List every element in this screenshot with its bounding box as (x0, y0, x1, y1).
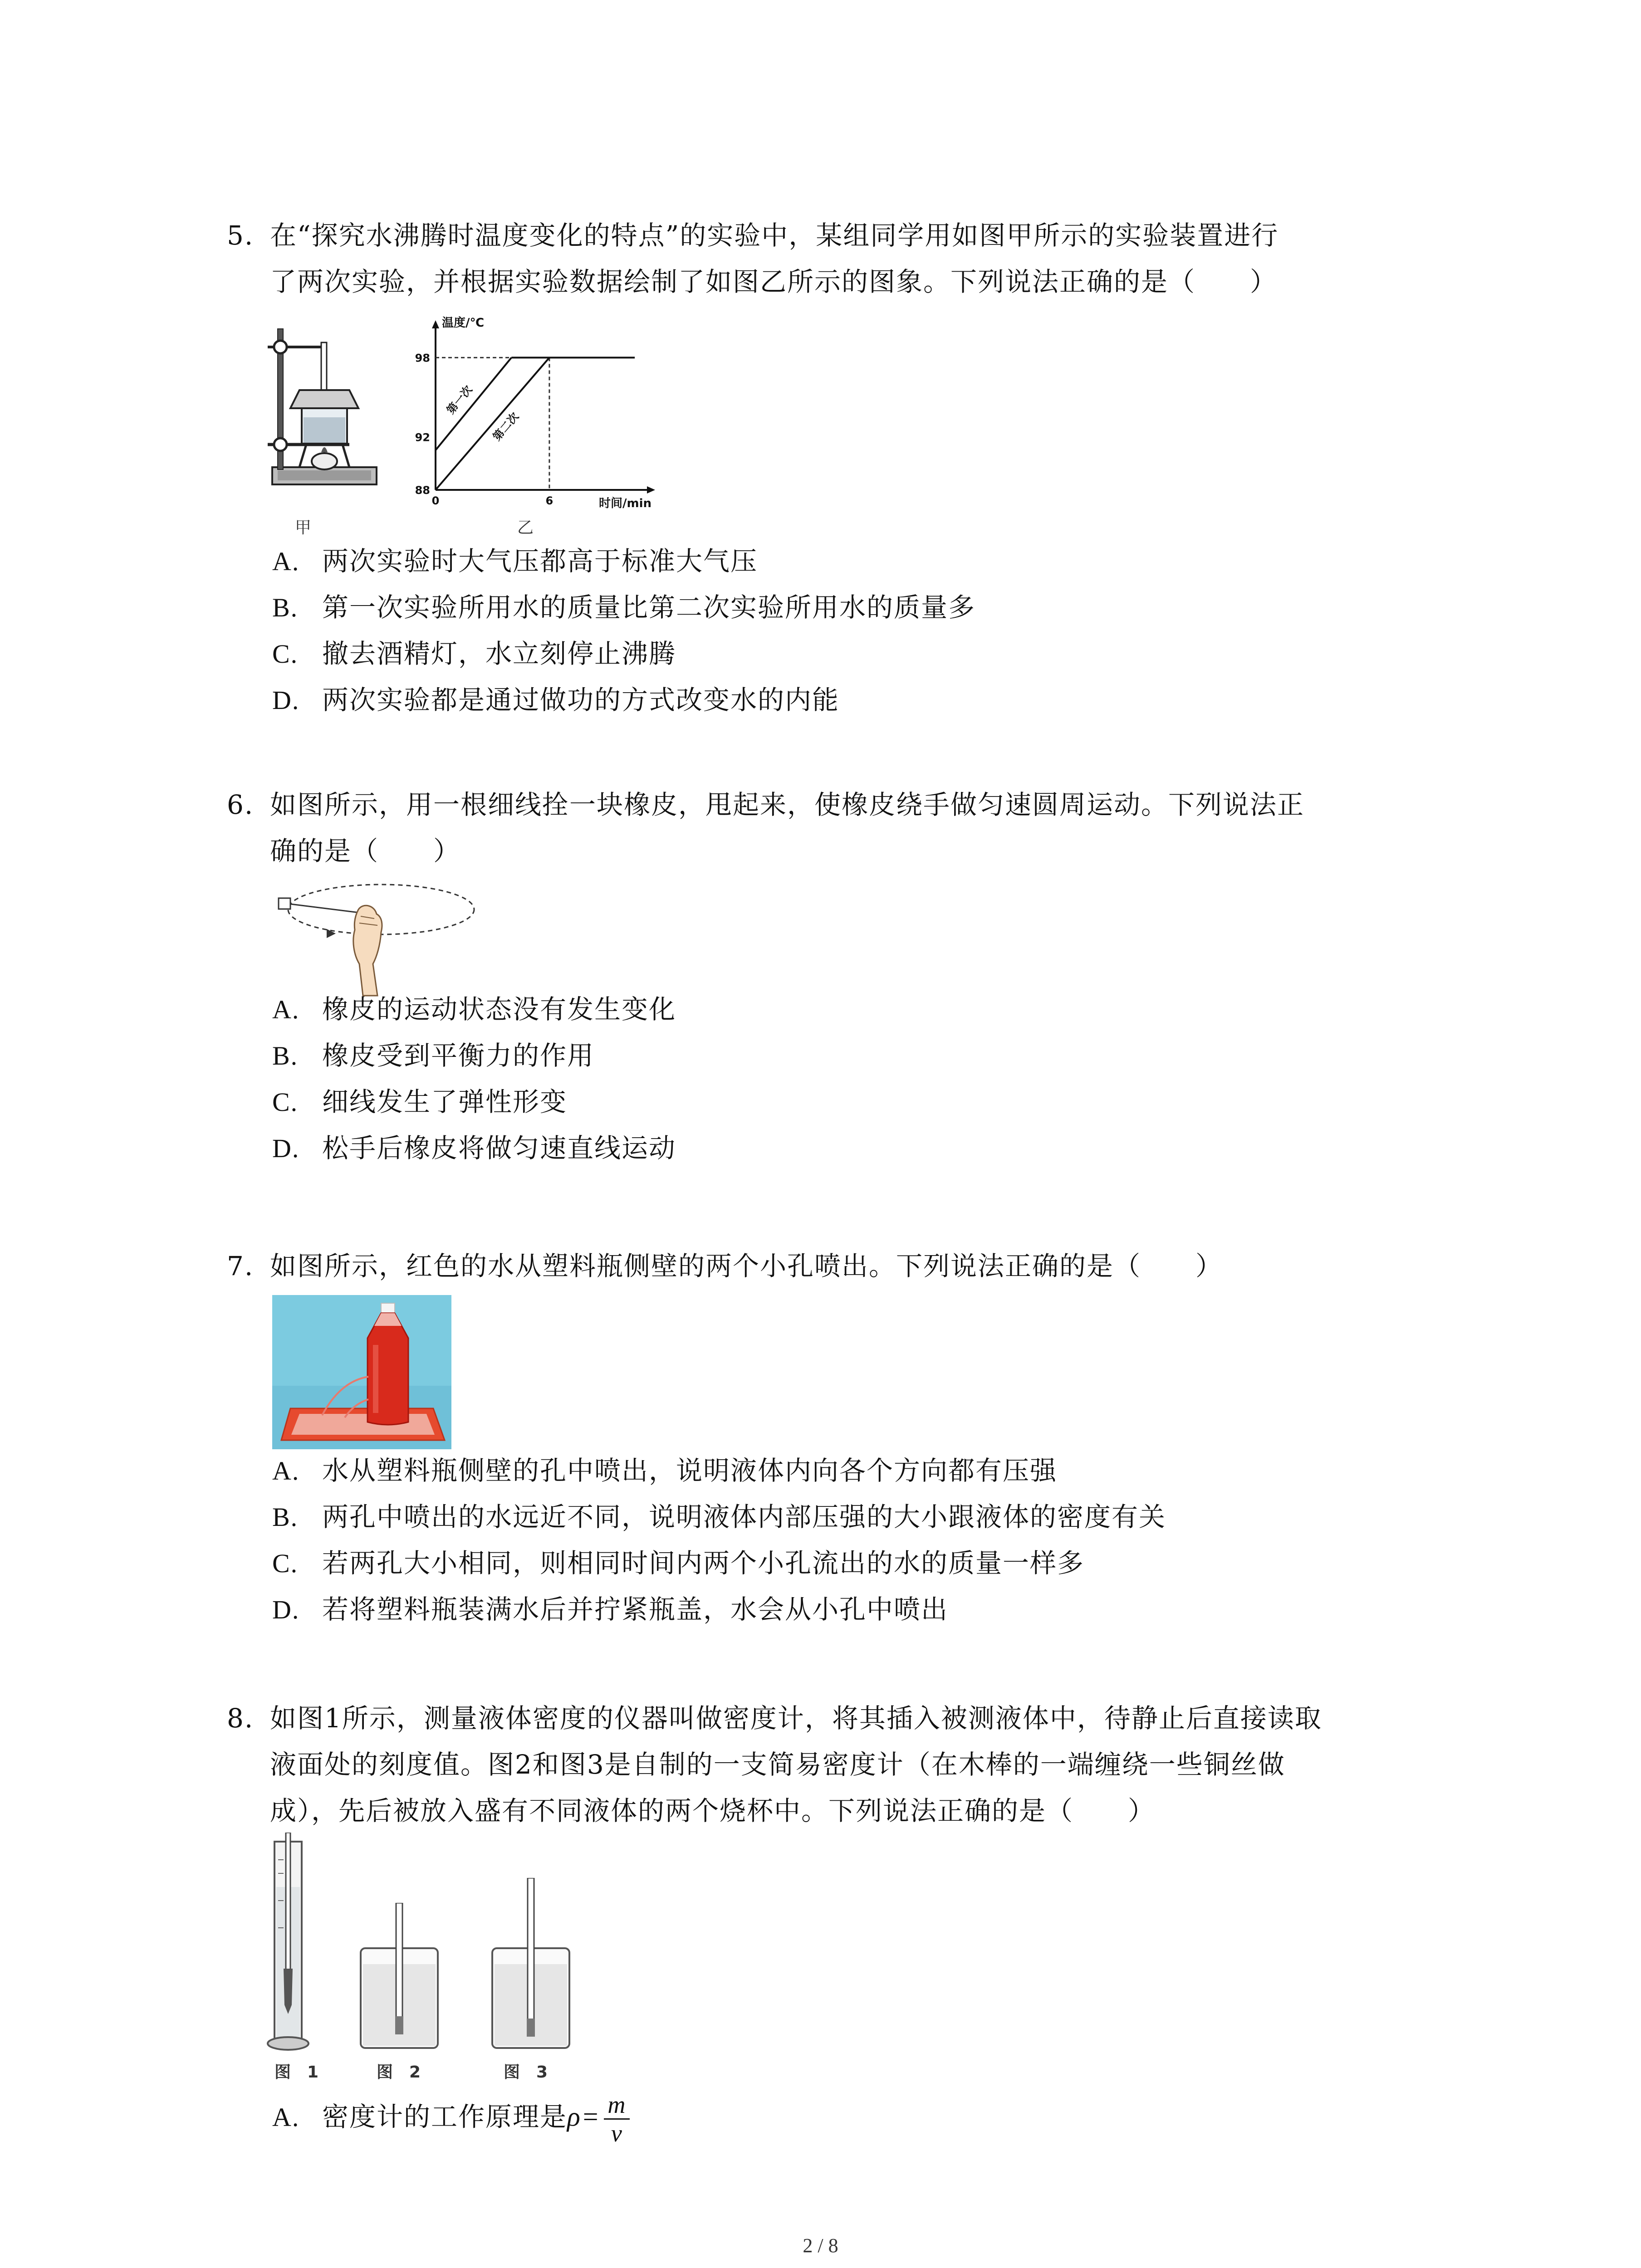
series-line-2 (436, 357, 549, 490)
beaker-figure-2 (354, 1903, 445, 2053)
figure-caption-2: 图 2 (377, 2063, 421, 2082)
density-fraction: $\frac{m}{v}$ (604, 2091, 630, 2147)
q7-option-c: C. 若两孔大小相同，则相同时间内两个小孔流出的水的质量一样多 (272, 1548, 1085, 1579)
hydrometer-cylinder-figure (265, 1833, 315, 2055)
chart-axes (432, 320, 655, 494)
y-tick-label: 92 (415, 431, 430, 444)
x-axis-label: 时间/min (599, 497, 652, 510)
question-6-stem: 6. 如图所示，用一根细线拴一块橡皮，甩起来，使橡皮绕手做匀速圆周运动。下列说法正 确的是（ ） (227, 782, 1470, 874)
question-5 (227, 212, 1470, 305)
figure-caption-yi: 乙 (517, 518, 534, 537)
page-number: 2 / 8 (803, 2234, 838, 2257)
question-number: 6. (227, 789, 254, 820)
question-7-stem: 7. 如图所示，红色的水从塑料瓶侧壁的两个小孔喷出。下列说法正确的是（ ） (227, 1243, 1470, 1289)
question-8 (227, 1695, 1470, 1834)
q5-option-a: A. 两次实验时大气压都高于标准大气压 (272, 546, 758, 577)
water-bottle-photo (272, 1295, 451, 1449)
q5-option-d: D. 两次实验都是通过做功的方式改变水的内能 (272, 684, 840, 715)
y-axis-label: 温度/℃ (442, 316, 484, 330)
temperature-time-chart (408, 308, 662, 517)
q6-option-d: D. 松手后橡皮将做匀速直线运动 (272, 1133, 676, 1163)
figure-caption-1: 图 1 (274, 2063, 319, 2082)
series-label: 第二次 (490, 410, 522, 444)
rubber-circular-motion-figure (272, 878, 481, 1000)
question-number: 7. (227, 1251, 254, 1281)
q8-option-a: A. 密度计的工作原理是ρ= $\frac{m}{v}$ (272, 2091, 630, 2147)
question-6 (227, 782, 1470, 874)
q7-option-d: D. 若将塑料瓶装满水后并拧紧瓶盖，水会从小孔中喷出 (272, 1594, 949, 1625)
question-7 (227, 1243, 1470, 1289)
x-tick-label: 6 (545, 494, 554, 507)
q6-option-c: C. 细线发生了弹性形变 (272, 1086, 568, 1117)
q5-option-c: C. 撤去酒精灯，水立刻停止沸腾 (272, 638, 676, 669)
series-label: 第一次 (444, 383, 475, 417)
beaker-figure-3 (485, 1878, 576, 2053)
y-tick-label: 88 (415, 484, 430, 497)
figure-caption-3: 图 3 (504, 2063, 548, 2082)
q5-option-b: B. 第一次实验所用水的质量比第二次实验所用水的质量多 (272, 592, 976, 623)
question-8-stem: 8. 如图1所示，测量液体密度的仪器叫做密度计，将其插入被测液体中，待静止后直接读取 液面处的刻度值。图2和图3是自制的一支简易密度计（在木棒的一端缠绕一些铜丝做 成），先后被放入盛有不同液体的两个烧杯中。下列说法正确的是（ ） (227, 1695, 1470, 1834)
x-tick-label: 0 (431, 494, 440, 507)
q6-option-b: B. 橡皮受到平衡力的作用 (272, 1040, 595, 1071)
density-formula: ρ= (567, 2102, 601, 2132)
question-number: 5. (227, 220, 254, 251)
question-number: 8. (227, 1703, 254, 1734)
q7-option-a: A. 水从塑料瓶侧壁的孔中喷出，说明液体内向各个方向都有压强 (272, 1455, 1058, 1486)
question-5-stem: 5. 在“探究水沸腾时温度变化的特点”的实验中，某组同学用如图甲所示的实验装置进行 了两次实验，并根据实验数据绘制了如图乙所示的图象。下列说法正确的是（ ） (227, 212, 1470, 305)
boiling-apparatus-figure (268, 320, 386, 510)
q6-option-a: A. 橡皮的运动状态没有发生变化 (272, 994, 676, 1025)
q7-option-b: B. 两孔中喷出的水远近不同，说明液体内部压强的大小跟液体的密度有关 (272, 1501, 1166, 1532)
figure-caption-jia: 甲 (295, 518, 312, 537)
y-tick-label: 98 (415, 352, 430, 365)
